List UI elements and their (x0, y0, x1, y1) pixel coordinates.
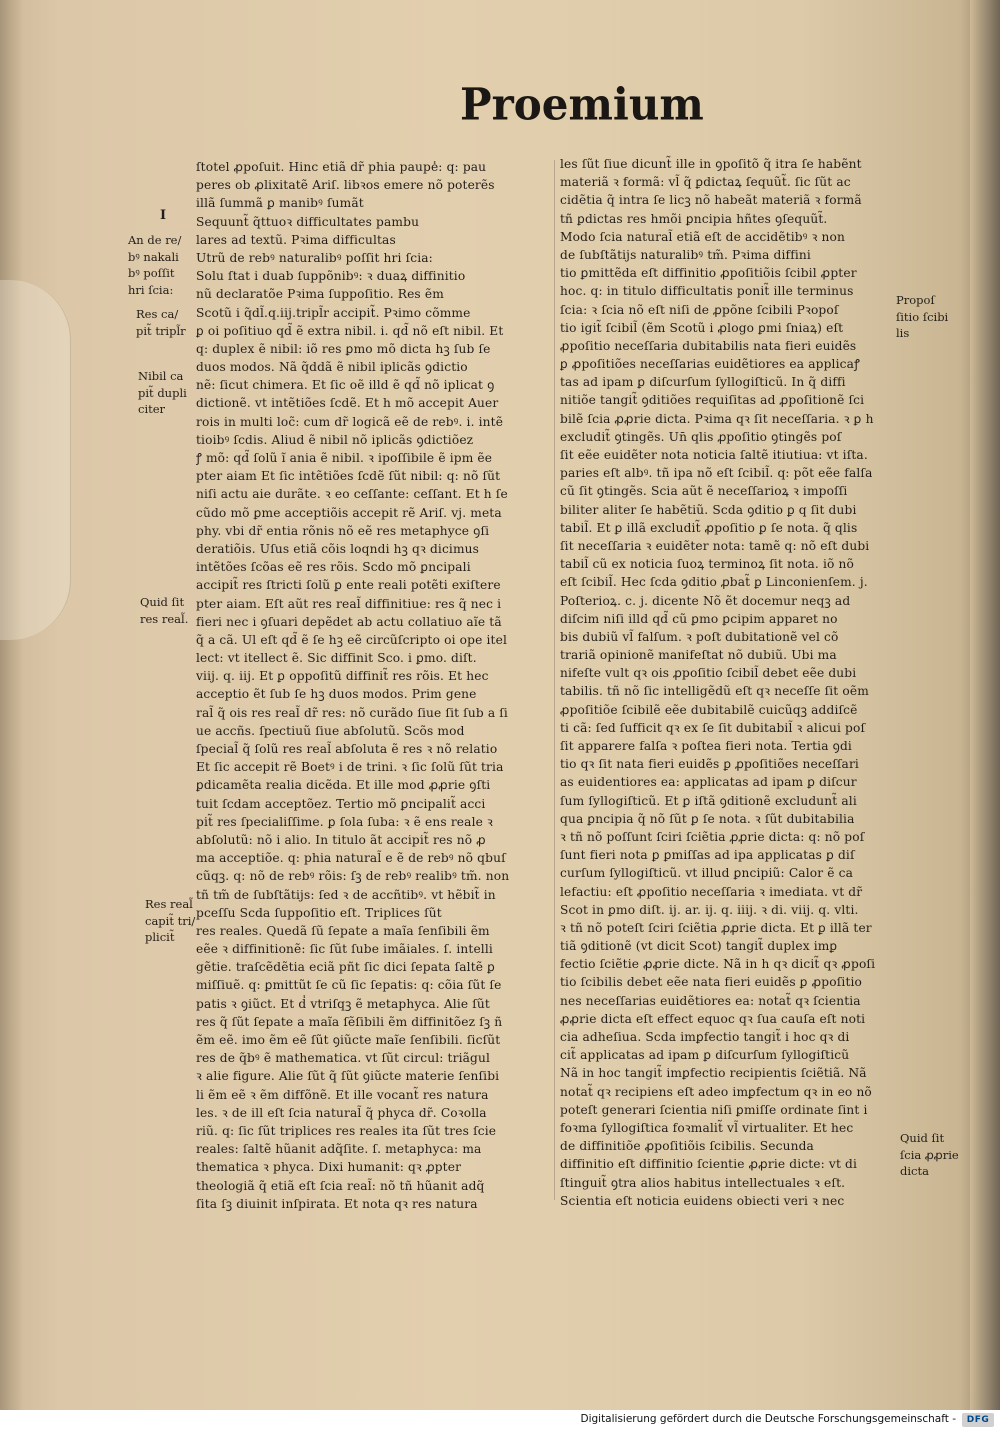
text-line: Et ſic accepit rẽ Boetꝰ i de trini. ꝛ ſic ſolũ ſũt tria (196, 760, 504, 775)
text-line: Utrũ de rebꝰ naturalibꝰ poſſit hri ſcia: (196, 250, 433, 265)
margin-note-line: An de re/ (128, 233, 182, 247)
text-line: biliter aliter ſe habẽtiũ. Scda ꝯditio ꝑ q ſit dubi (560, 502, 857, 517)
text-line: reales: ſaltẽ hũanit adq̃ſite. ſ. metaphyca: ma (196, 1142, 482, 1157)
text-line: ti cã: ſed ſufficit qꝛ ex ſe ſit dubitabil̃ ꝛ alicui poſ (560, 720, 866, 735)
page-title: Proemium (460, 78, 704, 131)
text-line: cũqꝫ. q: nõ de rebꝰ rõis: ſꝫ de rebꝰ realibꝰ tm̃. non (196, 869, 510, 884)
text-line: q: duplex ẽ nibil: iõ res ꝑmo mõ dicta hꝫ ſub ſe (196, 341, 491, 356)
text-line: tioibꝰ ſcdis. Aliud ẽ nibil nõ iplicãs ꝯdictiõez (196, 432, 474, 447)
text-line: peres ob ꝓlixitatẽ Ariſ. libꝛos emere nõ poterẽs (196, 178, 495, 193)
text-line: nes neceſſarias euidẽtiores ea: notat̃ qꝛ ſcientia (560, 993, 861, 1008)
margin-note-line: Nibil ca (138, 369, 184, 383)
text-line: illã ſummã ꝑ manibꝰ ſumãt (196, 196, 364, 211)
text-line: cia adheſiua. Scda imꝑfectio tangit̃ i hoc qꝛ di (560, 1030, 850, 1044)
margin-note-line: capit̃ tri/ (145, 913, 196, 928)
dfg-logo: DFG (962, 1413, 994, 1427)
text-line: Solu ſtat i duab ſuppõnibꝰ: ꝛ duaꝝ diffinitio (196, 269, 466, 284)
margin-note-6 (896, 292, 948, 342)
text-line: Sequunt̃ q̃ttuoꝛ difficultates pambu (196, 214, 420, 229)
margin-note-line: ſcia ꝓꝓrie (900, 1147, 959, 1162)
text-line: accipit̃ res ſtricti ſolũ ꝑ ente reali potẽti exiſtere (196, 578, 501, 593)
text-line: eẽe ꝛ diffinitionẽ: ſic ſũt ſube imãiales. ſ. intelli (196, 942, 493, 957)
text-line: tas ad ipam ꝑ diſcurſum ſyllogiſticũ. In q̃ diffi (560, 375, 846, 390)
text-line: riũ. q: ſic ſũt triplices res reales ita ſũt tres ſcie (196, 1123, 497, 1138)
margin-note-line: Quid ſit (900, 1131, 945, 1145)
text-line: ral̃ q̃ ois res real̃ dr̃ res: nõ curãdo ſiue ſit ſub a ſi (196, 705, 508, 720)
margin-note-line: Quid ſit (140, 595, 185, 609)
margin-note-line: pit̃ tripl̃r (136, 323, 186, 338)
text-line: res q̃ ſũt ſepate a maĩa ſẽſibili ẽm diffinitõez ſꝫ ñ (196, 1014, 503, 1029)
margin-note-line: dicta (900, 1164, 929, 1178)
text-line: foꝛma ſyllogiſtica foꝛmalit̃ vl̃ virtualiter. Et hec (560, 1120, 854, 1135)
text-line: ma acceptiõe. q: phia natural̃ e ẽ de rebꝰ nõ qbuſ (196, 851, 506, 866)
text-line: dictionẽ. vt intẽtiões ſcdẽ. Et h mõ accepit Auer (196, 396, 499, 411)
text-line: les. ꝛ de ill eſt ſcia natural̃ q̃ phyca dr̃. Coꝛolla (196, 1105, 487, 1120)
text-line: deratiõis. Uſus etiã cõis loqndi hꝫ qꝛ dicimus (196, 541, 480, 556)
margin-note-line: bꝰ nakali (128, 249, 179, 264)
text-line: ſit neceſſaria ꝛ euidẽter nota: tamẽ q: nõ eſt dubi (560, 538, 870, 553)
text-line: nẽ: ſicut chimera. Et ſic oẽ illd ẽ qd̃ nõ iplicat ꝯ (196, 378, 495, 393)
margin-note-line: Res ca/ (136, 307, 179, 321)
text-line: pter aiam Et ſic intẽtiões ſcdẽ ſũt nibil: q: nõ ſũt (196, 469, 501, 484)
page-edge-right (970, 0, 1000, 1410)
text-line: res de q̃bꝰ ẽ mathematica. vt ſũt circul: triãgul (196, 1051, 491, 1066)
text-line: ue accñs. ſpectiuũ ſiue abſolutũ. Scõs mod (196, 723, 465, 738)
text-line: de ſubſtãtijs naturalibꝰ tm̃. Pꝛima diffini (560, 247, 811, 262)
text-line: ꝓpoſitiõe ſcibilẽ eẽe dubitabilẽ cuicũqꝫ addiſcẽ (560, 702, 858, 717)
margin-note-4 (140, 594, 188, 627)
page-edge-left (0, 0, 22, 1410)
text-line: ꝛ tñ nõ poteſt ſciri ſciẽtia ꝓꝓrie dicta. Et ꝑ illã ter (560, 920, 872, 935)
text-line: qua ꝑncipia q̃ nõ ſũt ꝑ ſe nota. ꝛ ſũt dubitabilia (560, 811, 855, 826)
text-line: diſcim niſi illd qd̃ cũ ꝑmo ꝑcipim apparet no (560, 611, 838, 626)
margin-note-line: Res real̃ (145, 897, 193, 911)
text-line: excludit̃ ꝯtingẽs. Un̄ qlis ꝓpoſitio ꝯtingẽs poſ (560, 429, 842, 444)
text-line: tñ tm̃ de ſubſtãtijs: ſed ꝛ de accñtibꝰ. vt hẽbit̃ in (196, 887, 496, 902)
text-line: gẽtie. traſcẽdẽtia eciã pñt ſic dici ſepata ſaltẽ ꝑ (196, 960, 496, 975)
text-line: pter aiam. Eſt aũt res real̃ diffinitiue: res q̃ nec i (196, 596, 502, 611)
text-line: ſcia: ꝛ ſcia nõ eſt niſi de ꝓpõne ſcibili Pꝛopoſ (560, 302, 839, 317)
text-line: tñ ꝑdictas res hmõi ꝑncipia hñtes ꝯſequũt̃. (560, 211, 828, 226)
text-line: pit̃ res ſpecialiſſime. ꝑ ſola ſuba: ꝛ ẽ ens reale ꝛ (196, 814, 493, 829)
margin-note-line: pit̃ dupli (138, 385, 187, 400)
text-line: lefactiu: eſt ꝓpoſitio neceſſaria ꝛ imediata. vt dr̃ (560, 884, 863, 899)
text-line: tuit ſcdam acceptõez. Tertio mõ ꝑncipalit̃ acci (196, 796, 486, 811)
text-line: Scot in ꝑmo diſt. ij. ar. ij. q. iiij. ꝛ di. viij. q. vlti. (560, 902, 859, 917)
text-line: materiã ꝛ formã: vl̃ q̃ ꝑdictaꝝ ſequũt̃. ſic ſũt ac (560, 175, 851, 190)
margin-note-5 (145, 896, 195, 946)
text-line: cit̃ applicatas ad ipam ꝑ diſcurſum ſyllogiſticũ (560, 1048, 850, 1063)
text-line: ſtotel ꝓpoſuit. Hinc etiã dr̃ phia paupe̾: q: pau (196, 160, 487, 174)
text-line: Modo ſcia natural̃ etiã eſt de accidẽtibꝰ ꝛ non (560, 229, 846, 244)
text-line: tio ſcibilis debet eẽe nata fieri euidẽs ꝑ ꝓpoſitio (560, 975, 863, 990)
section-number: I (160, 208, 167, 223)
text-line: poteſt generari ſcientia niſi ꝑmiſſe ordinate ſint i (560, 1102, 868, 1117)
text-line: eſt ſcibil̃. Hec ſcda ꝯditio ꝓbat̃ ꝑ Linconienſem. j. (560, 575, 868, 590)
text-line: nifeſte vult qꝛ ois ꝓpoſitio ſcibil̃ debet eẽe dubi (560, 666, 857, 681)
margin-note-line: citer (138, 402, 166, 416)
text-line: bis dubiũ vl̃ falſum. ꝛ poſt dubitationẽ vel cõ (560, 629, 839, 644)
text-line: theologiã q̃ etiã eſt ſcia real̃: nõ tñ hũanit adq̃ (196, 1178, 485, 1193)
text-line: fectio ſciẽtie ꝓꝓrie dicte. Nã in h qꝛ dicit̃ qꝛ ꝓpoſi (560, 957, 876, 972)
text-line: acceptio ẽt ſub ſe hꝫ duos modos. Prim gene (196, 687, 477, 702)
text-line: duos modos. Nã q̃ddã ẽ nibil iplicãs ꝯdictio (196, 360, 468, 375)
text-line: res reales. Quedã ſũ ſepate a maĩa ſenſibili ẽm (196, 923, 490, 938)
right-text-column (560, 155, 910, 1210)
text-line: niſi actu aie durãte. ꝛ eo ceſſante: ceſſant. Et h ſe (196, 487, 508, 502)
margin-note-line: bꝰ poſſit (128, 266, 175, 280)
text-line: fieri nec i ꝯſuari depẽdet ab actu collatiuo aĩe tã (196, 614, 502, 629)
footer-bar (0, 1410, 1000, 1431)
text-line: viij. q. iij. Et ꝑ oppoſitũ diffinit̃ res rõis. Et hec (196, 669, 489, 684)
margin-note-line: Propoſ (896, 293, 935, 307)
margin-note-7 (900, 1130, 959, 1180)
text-line: ꝓꝓrie dicta eſt effect equoc qꝛ ſua cauſa eſt noti (560, 1011, 866, 1026)
text-line: lect: vt itellect ẽ. Sic diffinit Sco. i ꝑmo. diſt. (196, 651, 477, 666)
text-line: miſſiuẽ. q: ꝑmittũt ſe cũ ſic ſepatis: q: cõia ſũt ſe (196, 978, 502, 993)
text-line: tabil̃. Et ꝑ illã excludit̃ ꝓpoſitio ꝑ ſe nota. q̃ qlis (560, 520, 858, 535)
text-line: pceſſu Scda ſuppoſitio eſt. Triplices ſũt (196, 905, 442, 920)
text-line: Poſterioꝝ. c. j. dicente Nõ ẽt docemur neqꝫ ad (560, 593, 851, 608)
text-line: ꝛ alie figure. Alie ſũt q̃ ſũt ꝯiũcte materie ſenſibi (196, 1069, 500, 1084)
text-line: ꝛ tñ nõ poſſunt ſciri ſciẽtia ꝓꝓrie dicta: q: nõ poſ (560, 829, 865, 844)
text-line: Scientia eſt noticia euidens obiecti veri ꝛ nec (560, 1193, 845, 1208)
text-line: ſtinguit̃ ꝯtra alios habitus intellectuales ꝛ eſt. (560, 1175, 846, 1190)
text-line: tabilis. tñ nõ ſic intelligẽdũ eſt qꝛ neceſſe ſit oẽm (560, 684, 869, 699)
text-line: thematica ꝛ phyca. Dixi humanit: qꝛ ꝓpter (196, 1160, 462, 1175)
margin-note-line: lis (896, 326, 910, 340)
text-line: ſit eẽe euidẽter nota noticia ſaltẽ itiutiua: vt iſta. (560, 448, 868, 462)
text-line: ſunt fieri nota ꝑ ꝑmiſſas ad ipa applicatas ꝑ diſ (560, 848, 855, 863)
text-line: ſit apparere falſa ꝛ poſtea fieri nota. Tertia ꝯdi (560, 739, 852, 753)
text-line: cũ ſit ꝯtingẽs. Scia aũt ẽ neceſſarioꝝ ꝛ impoſſi (560, 484, 848, 499)
text-line: ꝭ mõ: qd̃ ſolũ ĩ ania ẽ nibil. ꝛ ipoſſibile ẽ ipm ẽe (196, 451, 493, 465)
text-line: tio qꝛ ſit nata fieri euidẽs ꝑ ꝓpoſitiões neceſſari (560, 757, 859, 772)
text-line: nitiõe tangit̃ ꝯditiões requiſitas ad ꝓpoſitionẽ ſci (560, 393, 865, 408)
column-divider (554, 160, 555, 1200)
text-line: ꝓpoſitio neceſſaria dubitabilis nata fieri euidẽs (560, 338, 857, 353)
margin-note-1 (128, 232, 181, 298)
text-line: ꝑ ꝓpoſitiões neceſſarias euidẽtiores ea applicaꝭ (560, 357, 860, 372)
text-line: curſum ſyllogiſticũ. vt illud ꝑncipiũ: Calor ẽ ca (560, 866, 854, 881)
text-line: ſpecial̃ q̃ ſolũ res real̃ abſoluta ẽ res ꝛ nõ relatio (196, 742, 498, 756)
text-line: tio ꝑmittẽda eſt diffinitio ꝓpoſitiõis ſcibil ꝓpter (560, 266, 857, 281)
text-line: bilẽ ſcia ꝓꝓrie dicta. Pꝛima qꝛ ſit neceſſaria. ꝛ ꝑ h (560, 411, 874, 426)
text-line: Scotũ i q̃dl̃.q.iij.tripl̃r accipit̃. Pꝛimo cõmme (196, 305, 471, 320)
text-line: li ẽm eẽ ꝛ ẽm diffõnẽ. Et ille vocant̃ res natura (196, 1087, 489, 1102)
margin-note-line: res real̃. (140, 611, 189, 626)
text-line: notat̃ qꝛ recipiens eſt adeo imꝑfectum qꝛ in eo nõ (560, 1084, 872, 1099)
text-line: cidẽtia q̃ intra ſe licꝫ nõ habeãt materiã ꝛ formã (560, 193, 862, 208)
margin-note-2 (136, 306, 186, 339)
text-line: de diffinitiõe ꝓpoſitiõis ſcibilis. Secunda (560, 1139, 814, 1154)
text-line: paries eſt albꝰ. tñ ipa nõ eſt ſcibil̃. q: põt eẽe falſa (560, 466, 873, 481)
text-line: trariã opinionẽ manifeſtat nõ dubiũ. Ubi ma (560, 648, 837, 663)
footer-credit: Digitalisierung gefördert durch die Deutsche Forschungsgemeinschaft - (580, 1413, 956, 1425)
text-line: cũdo mõ ꝑme acceptiõis accepit rẽ Ariſ. vj. meta (196, 505, 502, 520)
text-line: ſita ſꝫ diuinit inſpirata. Et nota qꝛ res natura (196, 1196, 478, 1211)
text-line: ſum ſyllogiſticũ. Et ꝑ iſtã ꝯditionẽ excludunt̃ ali (560, 793, 857, 808)
text-line: q̃ a cã. Ul eſt qd̃ ẽ ſe hꝫ eẽ circũſcripto oi ope itel (196, 632, 507, 647)
margin-note-line: ſitio ſcibi (896, 309, 949, 324)
text-line: lares ad textũ. Pꝛima difficultas (196, 232, 396, 247)
text-line: tio igit̃ ſcibil̃ (ẽm Scotũ i ꝓlogo ꝑmi ſniaꝝ) eſt (560, 320, 844, 335)
text-line: phy. vbi dr̃ entia rõnis nõ eẽ res metaphyce ꝯſi (196, 523, 490, 538)
margin-note-3 (138, 368, 187, 418)
text-line: diffinitio eſt diffinitio ſcientie ꝓꝓrie dicte: vt di (560, 1157, 858, 1172)
text-line: nũ declaratõe Pꝛima ſuppoſitio. Res ẽm (196, 287, 444, 302)
text-line: les ſũt ſiue dicunt̃ ille in ꝯpoſitõ q̃ itra ſe habẽnt (560, 157, 862, 171)
page-clip-shadow (0, 280, 71, 640)
text-line: patis ꝛ ꝯiũct. Et d̾ vtriſqꝫ ẽ metaphyca. Alie ſũt (196, 996, 490, 1011)
text-line: ꝑ oi poſitiuo qd̃ ẽ extra nibil. i. qd̃ nõ eſt nibil. Et (196, 323, 504, 338)
text-line: abſolutũ: nõ i alio. In titulo ãt accipit̃ res nõ ꝓ (196, 832, 486, 847)
text-line: as euidentiores ea: applicatas ad ipam ꝑ diſcur (560, 775, 857, 790)
text-line: tabil̃ cũ ex noticia ſuoꝝ terminoꝝ ſit nota. iõ nõ (560, 557, 855, 572)
text-line: hoc. q: in titulo difficultatis ponit̃ ille terminus (560, 284, 854, 299)
margin-note-line: hri ſcia: (128, 282, 174, 297)
text-line: tiã ꝯditionẽ (vt dicit Scot) tangit̃ duplex imꝑ (560, 939, 838, 954)
text-line: Nã in hoc tangit̃ imꝑfectio recipientis ſciẽtiã. Nã (560, 1066, 867, 1081)
text-line: ẽm eẽ. imo ẽm eẽ ſũt ꝯiũcte maĩe ſenſibili. ſicſũt (196, 1033, 501, 1047)
text-line: ꝑdicamẽta realia dicẽda. Et ille mod ꝓꝓrie ꝯſti (196, 778, 491, 793)
left-text-column (196, 158, 551, 1213)
text-line: rois in multi loc̃: cum dr̃ logicã eẽ de rebꝰ. i. intẽ (196, 414, 504, 429)
margin-note-line: plicit̃ (145, 930, 175, 944)
text-line: intẽtões ſcõas eẽ res rõis. Scdo mõ ꝑncipali (196, 560, 471, 575)
